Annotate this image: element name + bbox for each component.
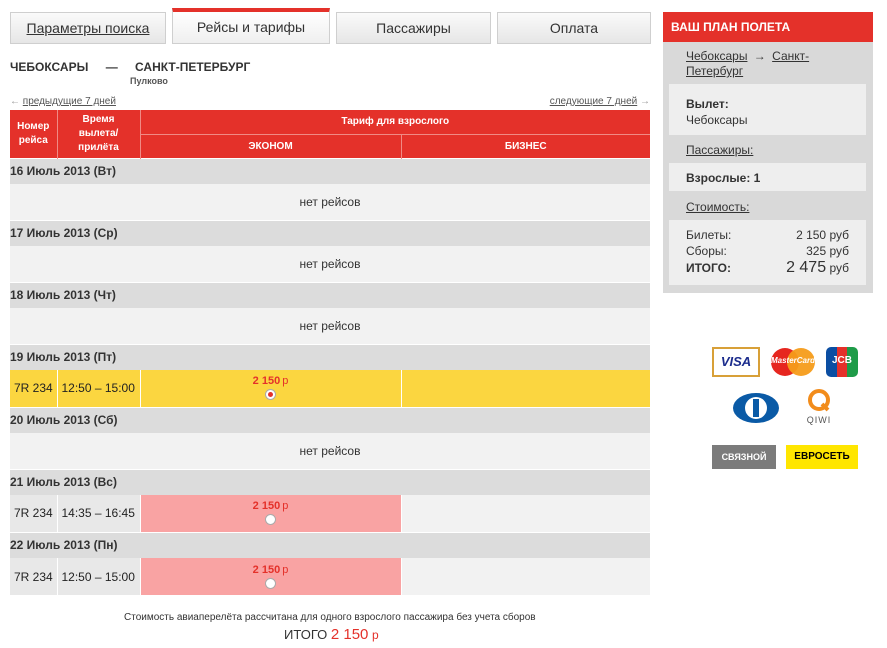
fare-cell-business	[401, 370, 650, 407]
route-to: САНКТ-ПЕТЕРБУРГ	[135, 60, 251, 74]
no-flights-text: нет рейсов	[10, 184, 650, 220]
plan-passengers-link[interactable]: Пассажиры:	[686, 143, 754, 157]
flight-row[interactable]	[10, 370, 650, 407]
fare-cell-econom[interactable]	[140, 495, 401, 532]
plan-route-to: Санкт-	[772, 49, 810, 63]
plan-cost-link[interactable]: Стоимость:	[686, 200, 750, 214]
date-label: 20 Июль 2013 (Сб)	[10, 407, 650, 433]
arrow-left-icon: ←	[10, 96, 20, 107]
flight-number: 7R 234	[10, 558, 57, 595]
route-arrow-icon: →	[753, 49, 766, 63]
tab-search-params[interactable]	[10, 12, 166, 44]
fare-currency: р	[282, 500, 289, 513]
date-label: 17 Июль 2013 (Ср)	[10, 220, 650, 246]
diners-logo	[732, 392, 780, 424]
total-price	[284, 626, 379, 643]
plan-route-to-cont: Петербург	[686, 64, 744, 78]
fare-cell-econom[interactable]	[140, 370, 401, 407]
col-header-fare: Тариф для взрослого	[140, 110, 650, 134]
visa-logo	[712, 347, 760, 377]
no-flights-row	[10, 246, 650, 282]
fare-cell-econom[interactable]	[140, 558, 401, 595]
next-week-link[interactable]	[550, 96, 650, 107]
flights-table	[10, 110, 650, 595]
qiwi-icon	[802, 388, 836, 412]
plan-tickets-row	[686, 227, 849, 243]
date-row	[10, 532, 650, 558]
fare-cell-business	[401, 495, 650, 532]
fare-radio[interactable]	[265, 578, 276, 589]
date-label: 18 Июль 2013 (Чт)	[10, 282, 650, 308]
fare-price: 2 150	[252, 375, 281, 388]
date-row	[10, 220, 650, 246]
plan-passengers-block	[669, 163, 866, 191]
no-flights-text: нет рейсов	[10, 308, 650, 344]
date-label: 19 Июль 2013 (Пт)	[10, 344, 650, 370]
svyaznoy-text: СВЯЗНОЙ	[721, 452, 767, 462]
flight-time: 12:50 – 15:00	[57, 370, 140, 407]
tab-passengers[interactable]	[336, 12, 491, 44]
plan-depart-label: Вылет:	[686, 97, 729, 111]
next-week-label: следующие 7 дней	[549, 96, 638, 107]
route-heading	[10, 60, 250, 74]
tab-label: Параметры поиска	[26, 20, 150, 36]
col-header-time: Время вылета/ прилёта	[57, 110, 140, 158]
flight-plan-panel	[663, 12, 873, 293]
fare-radio[interactable]	[265, 514, 276, 525]
date-row	[10, 158, 650, 184]
col-header-business: БИЗНЕС	[401, 134, 650, 158]
euroset-text: ЕВРОСЕТЬ	[794, 451, 850, 462]
svyaznoy-logo	[712, 445, 776, 469]
no-flights-row	[10, 433, 650, 469]
flight-number: 7R 234	[10, 370, 57, 407]
arrow-right-icon: →	[640, 96, 650, 107]
total-currency: р	[372, 628, 379, 642]
plan-cost-block	[669, 220, 866, 285]
plan-depart-block	[669, 84, 866, 135]
price-footnote: Стоимость авиаперелёта рассчитана для одного взрослого пассажира без учета сборов	[124, 612, 536, 623]
plan-total-label: ИТОГО:	[686, 261, 731, 275]
plan-tickets-label: Билеты:	[686, 228, 732, 242]
no-flights-text: нет рейсов	[10, 433, 650, 469]
fare-price: 2 150	[252, 563, 281, 576]
plan-total-value: 2 475	[786, 259, 827, 276]
diners-club-icon	[732, 392, 780, 424]
mastercard-text: MasterCard	[770, 356, 815, 365]
date-row	[10, 344, 650, 370]
plan-depart-city: Чебоксары	[686, 113, 748, 127]
qiwi-logo	[802, 388, 836, 426]
flight-row[interactable]	[10, 495, 650, 532]
plan-route-from: Чебоксары	[686, 49, 748, 63]
prev-week-link[interactable]	[10, 96, 116, 107]
date-label: 16 Июль 2013 (Вт)	[10, 158, 650, 184]
plan-adults: Взрослые: 1	[686, 171, 761, 185]
col-header-econom: ЭКОНОМ	[140, 134, 401, 158]
total-label: ИТОГО	[284, 627, 328, 642]
date-label: 21 Июль 2013 (Вс)	[10, 469, 650, 495]
plan-total-currency: руб	[829, 261, 849, 275]
fare-radio[interactable]	[265, 389, 276, 400]
fare-currency: р	[282, 375, 289, 388]
tab-label: Пассажиры	[376, 20, 451, 36]
visa-text: VISA	[720, 354, 752, 369]
no-flights-text: нет рейсов	[10, 246, 650, 282]
tab-payment[interactable]	[497, 12, 651, 44]
flight-time: 12:50 – 15:00	[57, 558, 140, 595]
date-row	[10, 469, 650, 495]
plan-fees-label: Сборы:	[686, 244, 727, 258]
fare-currency: р	[282, 563, 289, 576]
plan-route-link[interactable]	[686, 49, 809, 79]
plan-fees-row	[686, 243, 849, 259]
date-label: 22 Июль 2013 (Пн)	[10, 532, 650, 558]
flight-number: 7R 234	[10, 495, 57, 532]
plan-total-row	[686, 260, 849, 276]
euroset-logo	[786, 445, 858, 469]
tab-label: Оплата	[549, 20, 599, 36]
route-dash: —	[105, 60, 118, 74]
jcb-logo	[826, 347, 858, 377]
fare-cell-business	[401, 558, 650, 595]
jcb-text: JCB	[831, 355, 852, 366]
qiwi-text: QIWI	[806, 415, 832, 425]
mastercard-logo	[767, 347, 819, 377]
route-from: ЧЕБОКСАРЫ	[10, 60, 89, 74]
fare-price: 2 150	[252, 500, 281, 513]
tab-label: Рейсы и тарифы	[196, 19, 306, 35]
flight-row[interactable]	[10, 558, 650, 595]
no-flights-row	[10, 308, 650, 344]
date-row	[10, 282, 650, 308]
no-flights-row	[10, 184, 650, 220]
flight-plan-title: ВАШ ПЛАН ПОЛЕТА	[663, 12, 873, 42]
col-header-flight: Номер рейса	[10, 110, 57, 158]
plan-tickets-value: 2 150 руб	[796, 228, 849, 242]
prev-week-label: предыдущие 7 дней	[22, 96, 116, 107]
total-value: 2 150	[330, 626, 369, 643]
tab-flights-fares[interactable]	[172, 8, 330, 44]
flight-time: 14:35 – 16:45	[57, 495, 140, 532]
plan-fees-value: 325 руб	[806, 244, 849, 258]
route-airport: Пулково	[130, 76, 168, 86]
date-row	[10, 407, 650, 433]
